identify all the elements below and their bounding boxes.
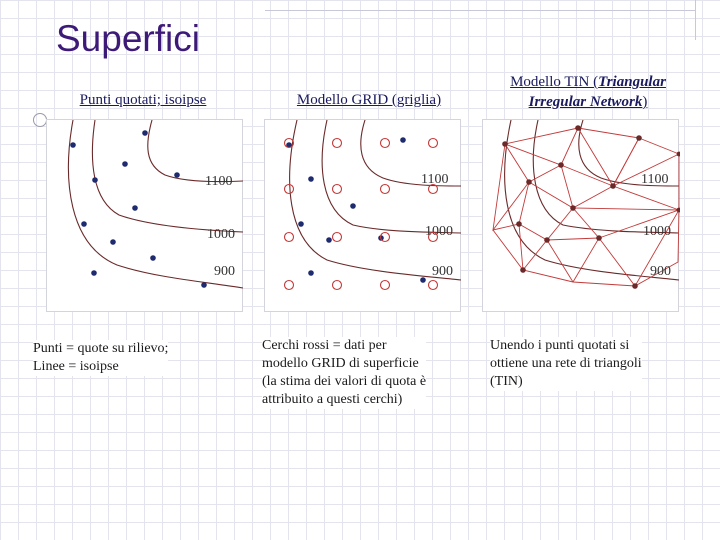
contour-label-1000: 1000: [425, 224, 453, 239]
panel-2-caption: [262, 337, 426, 409]
panel-1-caption: [33, 340, 168, 376]
caption-line: (TIN): [490, 374, 523, 389]
tin-triangle-network: [493, 128, 679, 286]
panel-1-isoipse: [46, 119, 243, 312]
panel-3-title-part: Irregular Network: [528, 94, 643, 110]
contour-line-900: [290, 120, 461, 280]
caption-line: Linee = isoipse: [33, 359, 119, 374]
panel-3-diagram: [483, 120, 680, 313]
panel-2-title: Modello GRID (griglia): [296, 92, 442, 108]
contour-label-1000: 1000: [643, 224, 671, 239]
panel-3-caption: [490, 337, 642, 391]
contour-label-900: 900: [432, 264, 453, 279]
contour-label-1000: 1000: [207, 227, 235, 242]
contour-label-900: 900: [650, 264, 671, 279]
panel-3-title: [488, 72, 688, 112]
contour-label-1100: 1100: [205, 174, 233, 189]
caption-line: Unendo i punti quotati si: [490, 338, 630, 353]
panel-2-diagram: [265, 120, 462, 313]
caption-line: Punti = quote su rilievo;: [33, 341, 169, 356]
panel-3-title-part: Modello TIN (: [510, 74, 599, 90]
caption-line: modello GRID di superficie: [262, 356, 419, 371]
panel-1-diagram: [47, 120, 244, 313]
caption-line: ottiene una rete di triangoli: [490, 356, 642, 371]
contour-label-1100: 1100: [421, 172, 449, 187]
bullet-icon: [33, 113, 47, 127]
contour-line-1100: [148, 120, 243, 182]
spot-height-points: [70, 130, 207, 288]
contour-label-1100: 1100: [641, 172, 669, 187]
grid-data-circles: [285, 139, 438, 290]
panel-3-title-part: ): [642, 94, 648, 110]
caption-line: attribuito a questi cerchi): [262, 392, 403, 407]
decorative-top-rule: [265, 0, 695, 11]
caption-line: Cerchi rossi = dati per: [262, 338, 387, 353]
panel-3-title-part: Triangular: [598, 74, 666, 90]
panel-2-grid: [264, 119, 461, 312]
panel-3-tin: [482, 119, 679, 312]
slide-title: Superfici: [56, 18, 200, 59]
panel-1-title: Punti quotati; isoipse: [79, 92, 207, 108]
contour-label-900: 900: [214, 264, 235, 279]
decorative-right-rule: [695, 0, 696, 40]
contour-line-900: [68, 120, 243, 288]
caption-line: (la stima dei valori di quota è: [262, 374, 427, 389]
spot-height-points: [286, 137, 426, 283]
